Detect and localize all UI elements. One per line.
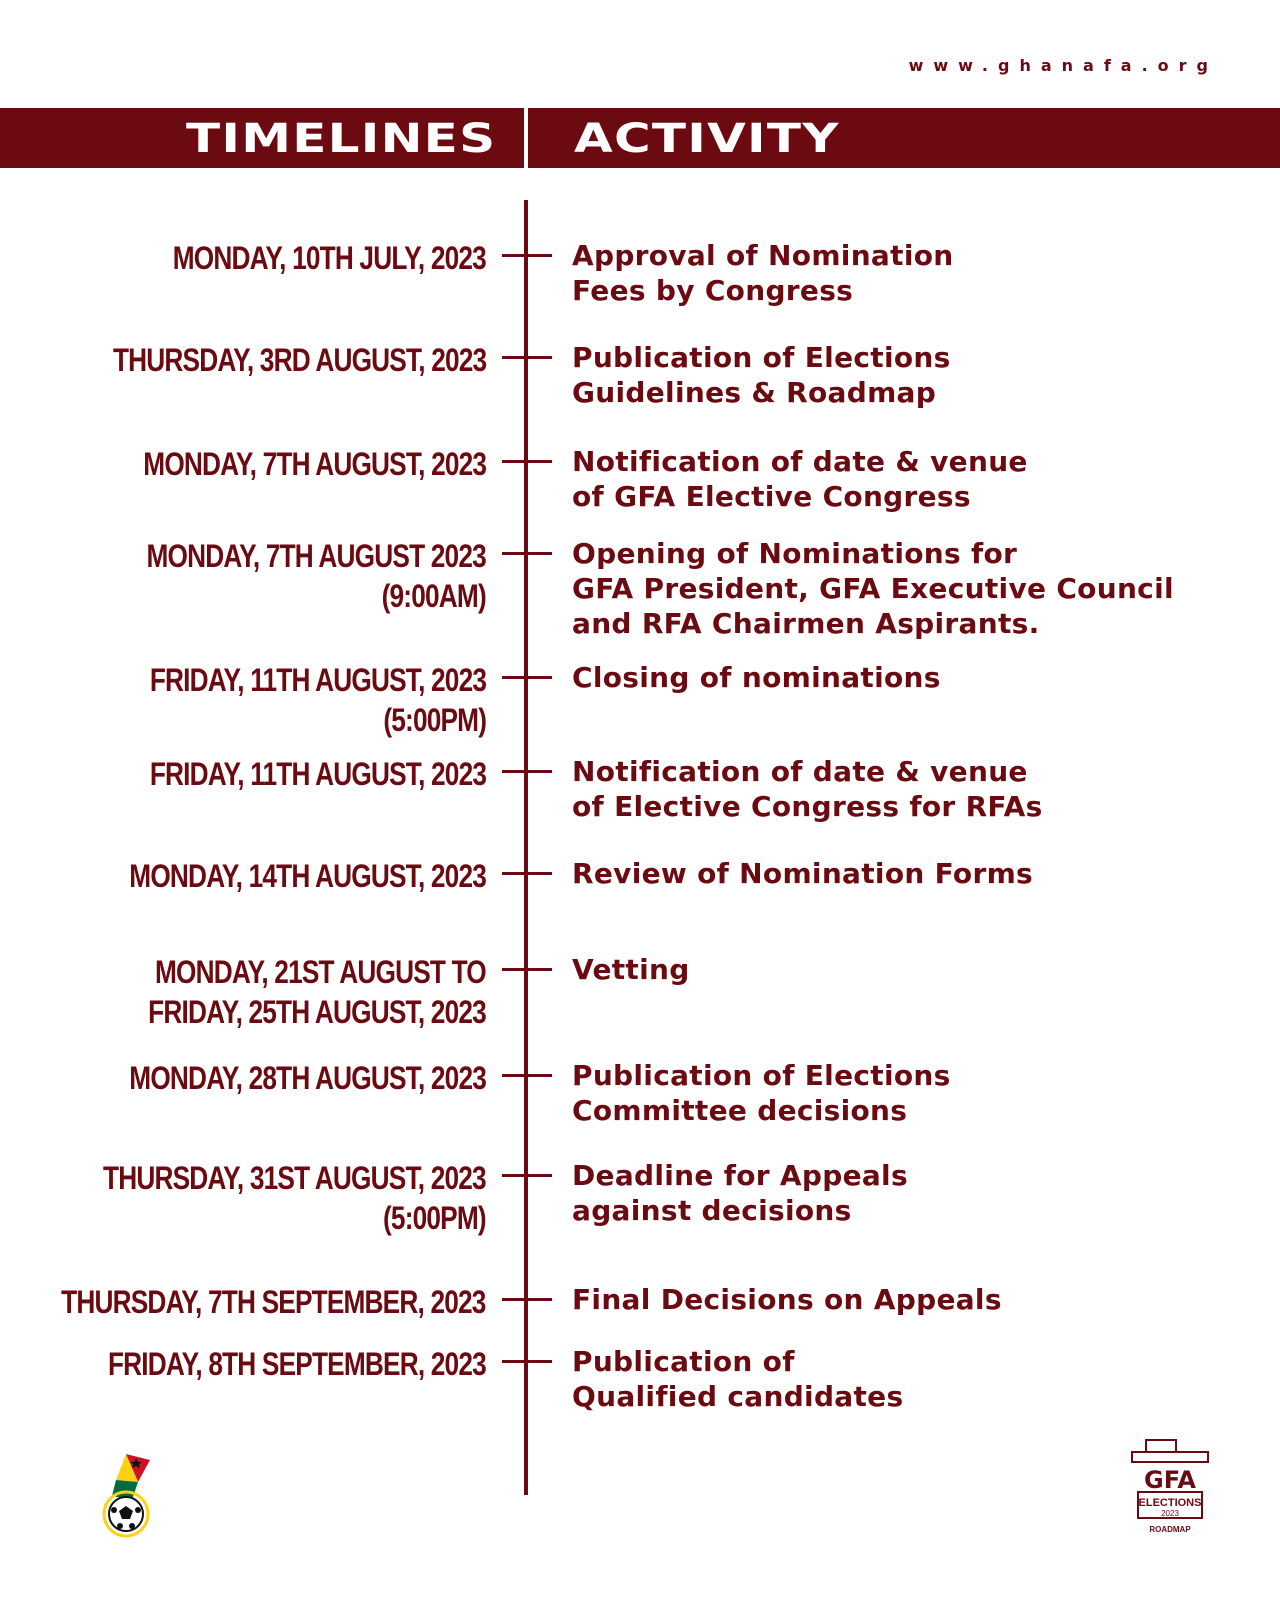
timeline-activity xyxy=(572,238,953,308)
timeline-date-line: THURSDAY, 31ST AUGUST, 2023 xyxy=(103,1160,486,1196)
timeline-activity xyxy=(572,1344,903,1414)
timeline-date-line: FRIDAY, 8TH SEPTEMBER, 2023 xyxy=(108,1346,486,1382)
timeline-activity xyxy=(572,340,951,410)
timeline-date xyxy=(129,1058,486,1098)
timeline-activity-line: Closing of nominations xyxy=(572,661,941,694)
timeline-activity-line: Notification of date & venue xyxy=(572,445,1028,478)
timeline-date xyxy=(143,444,486,484)
timeline-tick xyxy=(502,1174,552,1177)
timeline-date-line: MONDAY, 21ST AUGUST TO xyxy=(155,954,487,990)
header-bar xyxy=(0,108,1280,168)
badge-elections-text: ELECTIONS xyxy=(1138,1497,1202,1509)
timeline-date-line: THURSDAY, 3RD AUGUST, 2023 xyxy=(112,342,486,378)
header-activity: ACTIVITY xyxy=(574,116,840,162)
badge-year-text: 2023 xyxy=(1161,1509,1179,1518)
timeline-date xyxy=(108,1344,486,1384)
timeline-activity-line: of GFA Elective Congress xyxy=(572,480,971,513)
timeline-activity-line: Review of Nomination Forms xyxy=(572,857,1034,890)
timeline-tick xyxy=(502,770,552,773)
badge-gfa-text: GFA xyxy=(1144,1466,1196,1494)
timeline-activity xyxy=(572,856,1033,891)
timeline-activity-line: Committee decisions xyxy=(572,1094,908,1127)
timeline-date-line: MONDAY, 7TH AUGUST, 2023 xyxy=(143,446,486,482)
timeline-activity xyxy=(572,444,1028,514)
timeline-date xyxy=(103,1158,486,1238)
timeline-activity-line: and RFA Chairmen Aspirants. xyxy=(572,607,1040,640)
timeline-activity xyxy=(572,754,1043,824)
timeline-activity xyxy=(572,660,941,695)
timeline-date-line: MONDAY, 7TH AUGUST 2023 xyxy=(146,538,486,574)
timeline-activity-line: Publication of Elections xyxy=(572,1059,951,1092)
timeline-activity xyxy=(572,1058,951,1128)
timeline-date-line: (9:00AM) xyxy=(381,578,486,614)
timeline-activity-line: Qualified candidates xyxy=(572,1380,904,1413)
timeline-activity-line: Final Decisions on Appeals xyxy=(572,1283,1002,1316)
timeline-date xyxy=(150,754,486,794)
timeline-activity-line: against decisions xyxy=(572,1194,852,1227)
timeline-date xyxy=(150,660,486,740)
timeline-date-line: (5:00PM) xyxy=(383,1200,486,1236)
header-divider xyxy=(524,108,528,168)
timeline-activity-line: Vetting xyxy=(572,953,690,986)
timeline-activity xyxy=(572,1282,1002,1317)
timeline-date xyxy=(129,856,486,896)
timeline-activity xyxy=(572,536,1174,641)
timeline-date xyxy=(147,536,486,616)
timeline-date-line: MONDAY, 14TH AUGUST, 2023 xyxy=(129,858,486,894)
timeline-tick xyxy=(502,676,552,679)
timeline-date xyxy=(113,340,486,380)
timeline-activity-line: Publication of Elections xyxy=(572,341,951,374)
timeline-activity-line: Approval of Nomination xyxy=(572,239,954,272)
gfa-crest-logo xyxy=(86,1452,166,1542)
timeline-tick xyxy=(502,1360,552,1363)
timeline-date xyxy=(62,1282,486,1322)
timeline-date-line: FRIDAY, 11TH AUGUST, 2023 xyxy=(149,756,486,792)
timeline-activity-line: Notification of date & venue xyxy=(572,755,1028,788)
timeline-tick xyxy=(502,356,552,359)
timeline-date-line: THURSDAY, 7TH SEPTEMBER, 2023 xyxy=(61,1284,486,1320)
timeline-tick xyxy=(502,872,552,875)
timeline-tick xyxy=(502,968,552,971)
timeline-tick xyxy=(502,552,552,555)
timeline-activity-line: Publication of xyxy=(572,1345,795,1378)
timeline-activity-line: of Elective Congress for RFAs xyxy=(572,790,1043,823)
website-url: www.ghanafa.org xyxy=(908,56,1218,75)
timeline-activity-line: Deadline for Appeals xyxy=(572,1159,908,1192)
timeline-tick xyxy=(502,254,552,257)
timeline-activity-line: Fees by Congress xyxy=(572,274,854,307)
timeline-date-line: MONDAY, 28TH AUGUST, 2023 xyxy=(129,1060,486,1096)
timeline-activity-line: GFA President, GFA Executive Council xyxy=(572,572,1174,605)
timeline-date xyxy=(148,952,486,1032)
timeline-date-line: FRIDAY, 25TH AUGUST, 2023 xyxy=(148,994,486,1030)
timeline-tick xyxy=(502,1298,552,1301)
timeline-date-line: FRIDAY, 11TH AUGUST, 2023 xyxy=(149,662,486,698)
timeline-tick xyxy=(502,460,552,463)
timeline-activity-line: Opening of Nominations for xyxy=(572,537,1018,570)
timeline-activity-line: Guidelines & Roadmap xyxy=(572,376,937,409)
timeline-date-line: MONDAY, 10TH JULY, 2023 xyxy=(172,240,486,276)
badge-roadmap-text: ROADMAP xyxy=(1149,1525,1191,1534)
timeline-activity xyxy=(572,952,690,987)
timeline-tick xyxy=(502,1074,552,1077)
timeline-date-line: (5:00PM) xyxy=(383,702,486,738)
timeline-activity xyxy=(572,1158,908,1228)
timeline-date xyxy=(173,238,486,278)
gfa-elections-badge xyxy=(1128,1438,1212,1538)
header-timelines: TIMELINES xyxy=(186,116,497,162)
